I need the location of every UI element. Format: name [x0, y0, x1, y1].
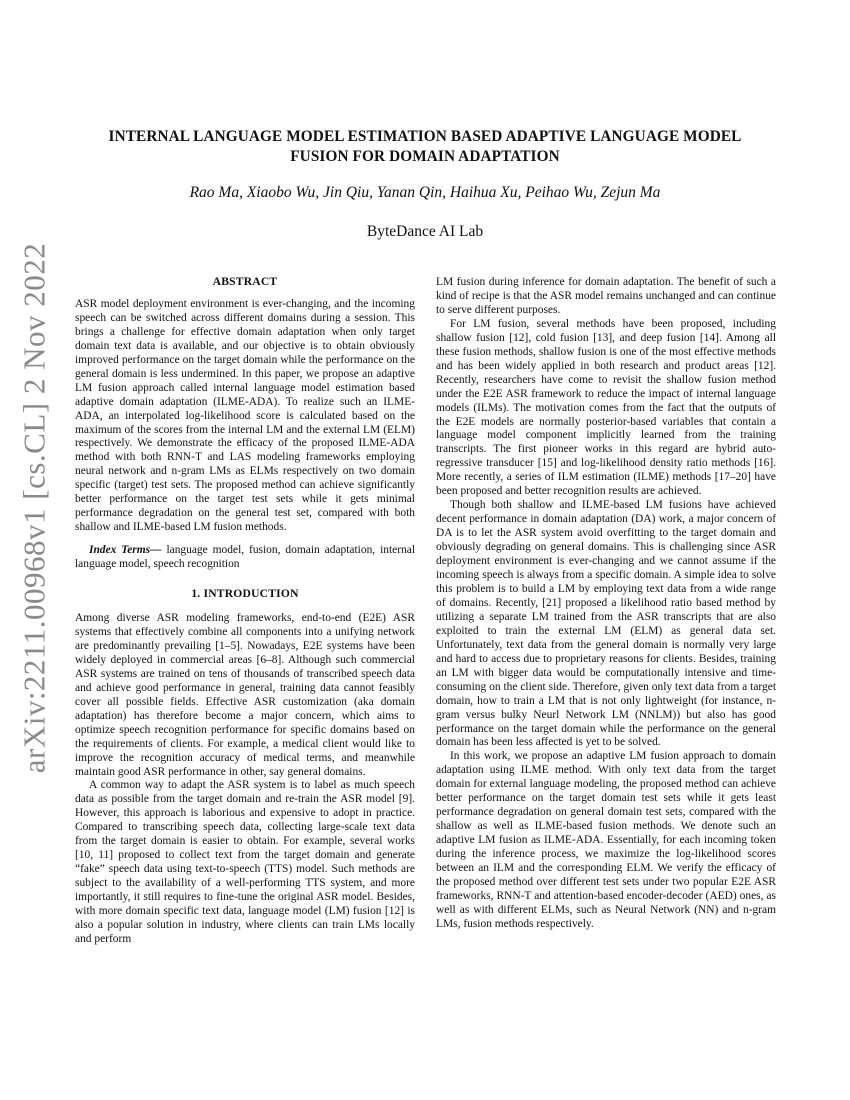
abstract-text: ASR model deployment environment is ever-changing, and the incoming speech can be switched across different domains during a session. This brings a challenge for effective domain adaptation when only target domain text data is available, and our objective is to obtain obviously improved performance on the target domain while the performance on the general domain is less undermined. In this paper, we propose an adaptive LM fusion approach called internal language model estimation based adaptive domain adaptation (ILME-ADA). To realize such an ILME-ADA, an interpolated log-likelihood score is calculated based on the maximum of the scores from the internal LM and the external LM (ELM) respectively. We demonstrate the efficacy of the proposed ILME-ADA method with both RNN-T and LAS modeling frameworks employing neural network and n-gram LMs as ELMs respectively on two domain specific (target) test sets. The proposed method can achieve significantly better performance on the target test sets while it gets minimal performance degradation on the general test set, compared with both shallow and ILME-based LM fusion methods. — [75, 297, 415, 534]
arxiv-identifier-stamp — [14, 242, 54, 774]
affiliation: ByteDance AI Lab — [366, 223, 484, 240]
title-line-1: INTERNAL LANGUAGE MODEL ESTIMATION BASED ADAPTIVE LANGUAGE MODEL — [108, 128, 742, 145]
title-line-2: FUSION FOR DOMAIN ADAPTATION — [290, 148, 560, 165]
intro-paragraph-6: In this work, we propose an adaptive LM fusion approach to domain adaptation using ILME method. With only text data from the target domain for external language modeling, the proposed method can achieve better performance on the target domain test sets while it gets least performance degradation on general domain test sets, compared with the shallow as well as ILME-based fusion methods. We denote such an adaptive LM fusion as ILME-ADA. Essentially, for each incoming token during the inference process, we maximize the log-likelihood scores between an ILM and the corresponding ELM. We verify the efficacy of the proposed method over different test sets under two popular E2E ASR frameworks, RNN-T and attention-based encoder-decoder (AED) ones, as well as with different ELMs, such as Neural Network (NN) and n-gram LMs, fusion methods respectively. — [436, 750, 776, 930]
author-list: Rao Ma, Xiaobo Wu, Jin Qiu, Yanan Qin, Haihua Xu, Peihao Wu, Zejun Ma — [189, 184, 661, 201]
abstract-heading: ABSTRACT — [212, 275, 278, 288]
left-column — [75, 275, 415, 947]
arxiv-identifier-text: arXiv:2211.00968v1 [cs.CL] 2 Nov 2022 — [16, 242, 52, 774]
intro-paragraph-2: A common way to adapt the ASR system is to label as much speech data as possible from the target domain and re-train the ASR model [9]. However, this approach is laborious and expensive to adopt in practice. Compared to transcribing speech data, collecting large-scale text data from the target domain is easier to obtain. For example, several works [10, 11] proposed to collect text from the target domain and generate “fake” speech data using text-to-speech (TTS) model. Such methods are subject to the availability of a well-performing TTS system, and more importantly, it still requires to fine-tune the original ASR model. Besides, with more domain specific text data, language model (LM) fusion [12] is also a popular solution in industry, where clients can train LMs locally and perform — [75, 779, 415, 945]
paper-title — [80, 127, 770, 167]
right-column — [436, 276, 776, 932]
index-terms-text: language model, fusion, domain adaptation, internal language model, speech recognition — [75, 544, 416, 571]
intro-paragraph-3: LM fusion during inference for domain adaptation. The benefit of such a kind of recipe is that the ASR model remains unchanged and can continue to serve different purposes. — [436, 276, 776, 316]
index-terms — [75, 544, 415, 572]
index-terms-label: Index Terms— — [89, 544, 162, 557]
intro-paragraph-4: For LM fusion, several methods have been proposed, including shallow fusion [12], cold fusion [13], and deep fusion [14]. Among all these fusion methods, shallow fusion is one of the most effective methods and has been widely applied in both research and product areas [12]. Recently, researchers have come to revisit the shallow fusion method under the E2E ASR framework to reduce the impact of internal language models (ILMs). The motivation comes from the fact that the outputs of the E2E models are normally posterior-based variables that contain a language model component implicitly learned from the training transcripts. The first pioneer works in this regard are hybrid auto-regressive transducer [15] and log-likelihood density ratio methods [16]. More recently, a series of ILM estimation (ILME) methods [17–20] have been proposed and better recognition results are achieved. — [436, 317, 776, 498]
introduction-heading: 1. INTRODUCTION — [191, 587, 299, 601]
intro-paragraph-1: Among diverse ASR modeling frameworks, end-to-end (E2E) ASR systems that effectively combine all components into a unifying network are predominantly prevailing [1–5]. Nowadays, E2E systems have been widely deployed in commercial areas [6–8]. Although such commercial ASR systems are trained on tens of thousands of transcribed speech data and achieve good performance in general, training data cannot feasibly cover all possible fields. Effective ASR customization (aka domain adaptation) has therefore become a major concern, which aims to optimize speech recognition performance for specific domains based on the requirements of clients. For example, a medical client would like to improve the recognition accuracy of medical terms, and meanwhile maintain good ASR performance in other, say general domains. — [75, 612, 415, 778]
intro-paragraph-5: Though both shallow and ILME-based LM fusions have achieved decent performance in domain adaptation (DA) work, a major concern of DA is to let the ASR system avoid overfitting to the target domain and obviously degrading on general domains. This is challenging since ASR deployment environment is ever-changing and we cannot assume if the incoming speech is always from a specific domain. A simple idea to solve this problem is to build a LM by employing text data from a wide range of domains. Recently, [21] proposed a likelihood ratio based method by utilizing a separate LM trained from the ASR transcripts that are also exploited to train the external LM (ELM) as general data set. Unfortunately, text data from the general domain is normally very large and hard to access due to proprietary reasons for clients. Besides, training an LM with bigger data would be computationally intensive and time-consuming on the client side. Therefore, given only text data from a target domain, how to train a LM that is not only lightweight (for instance, n-gram versus bulky Neurl Network LM (NNLM)) but also has good performance on the target domain while the performance on the general domain has been less affected is yet to be solved. — [436, 499, 776, 749]
